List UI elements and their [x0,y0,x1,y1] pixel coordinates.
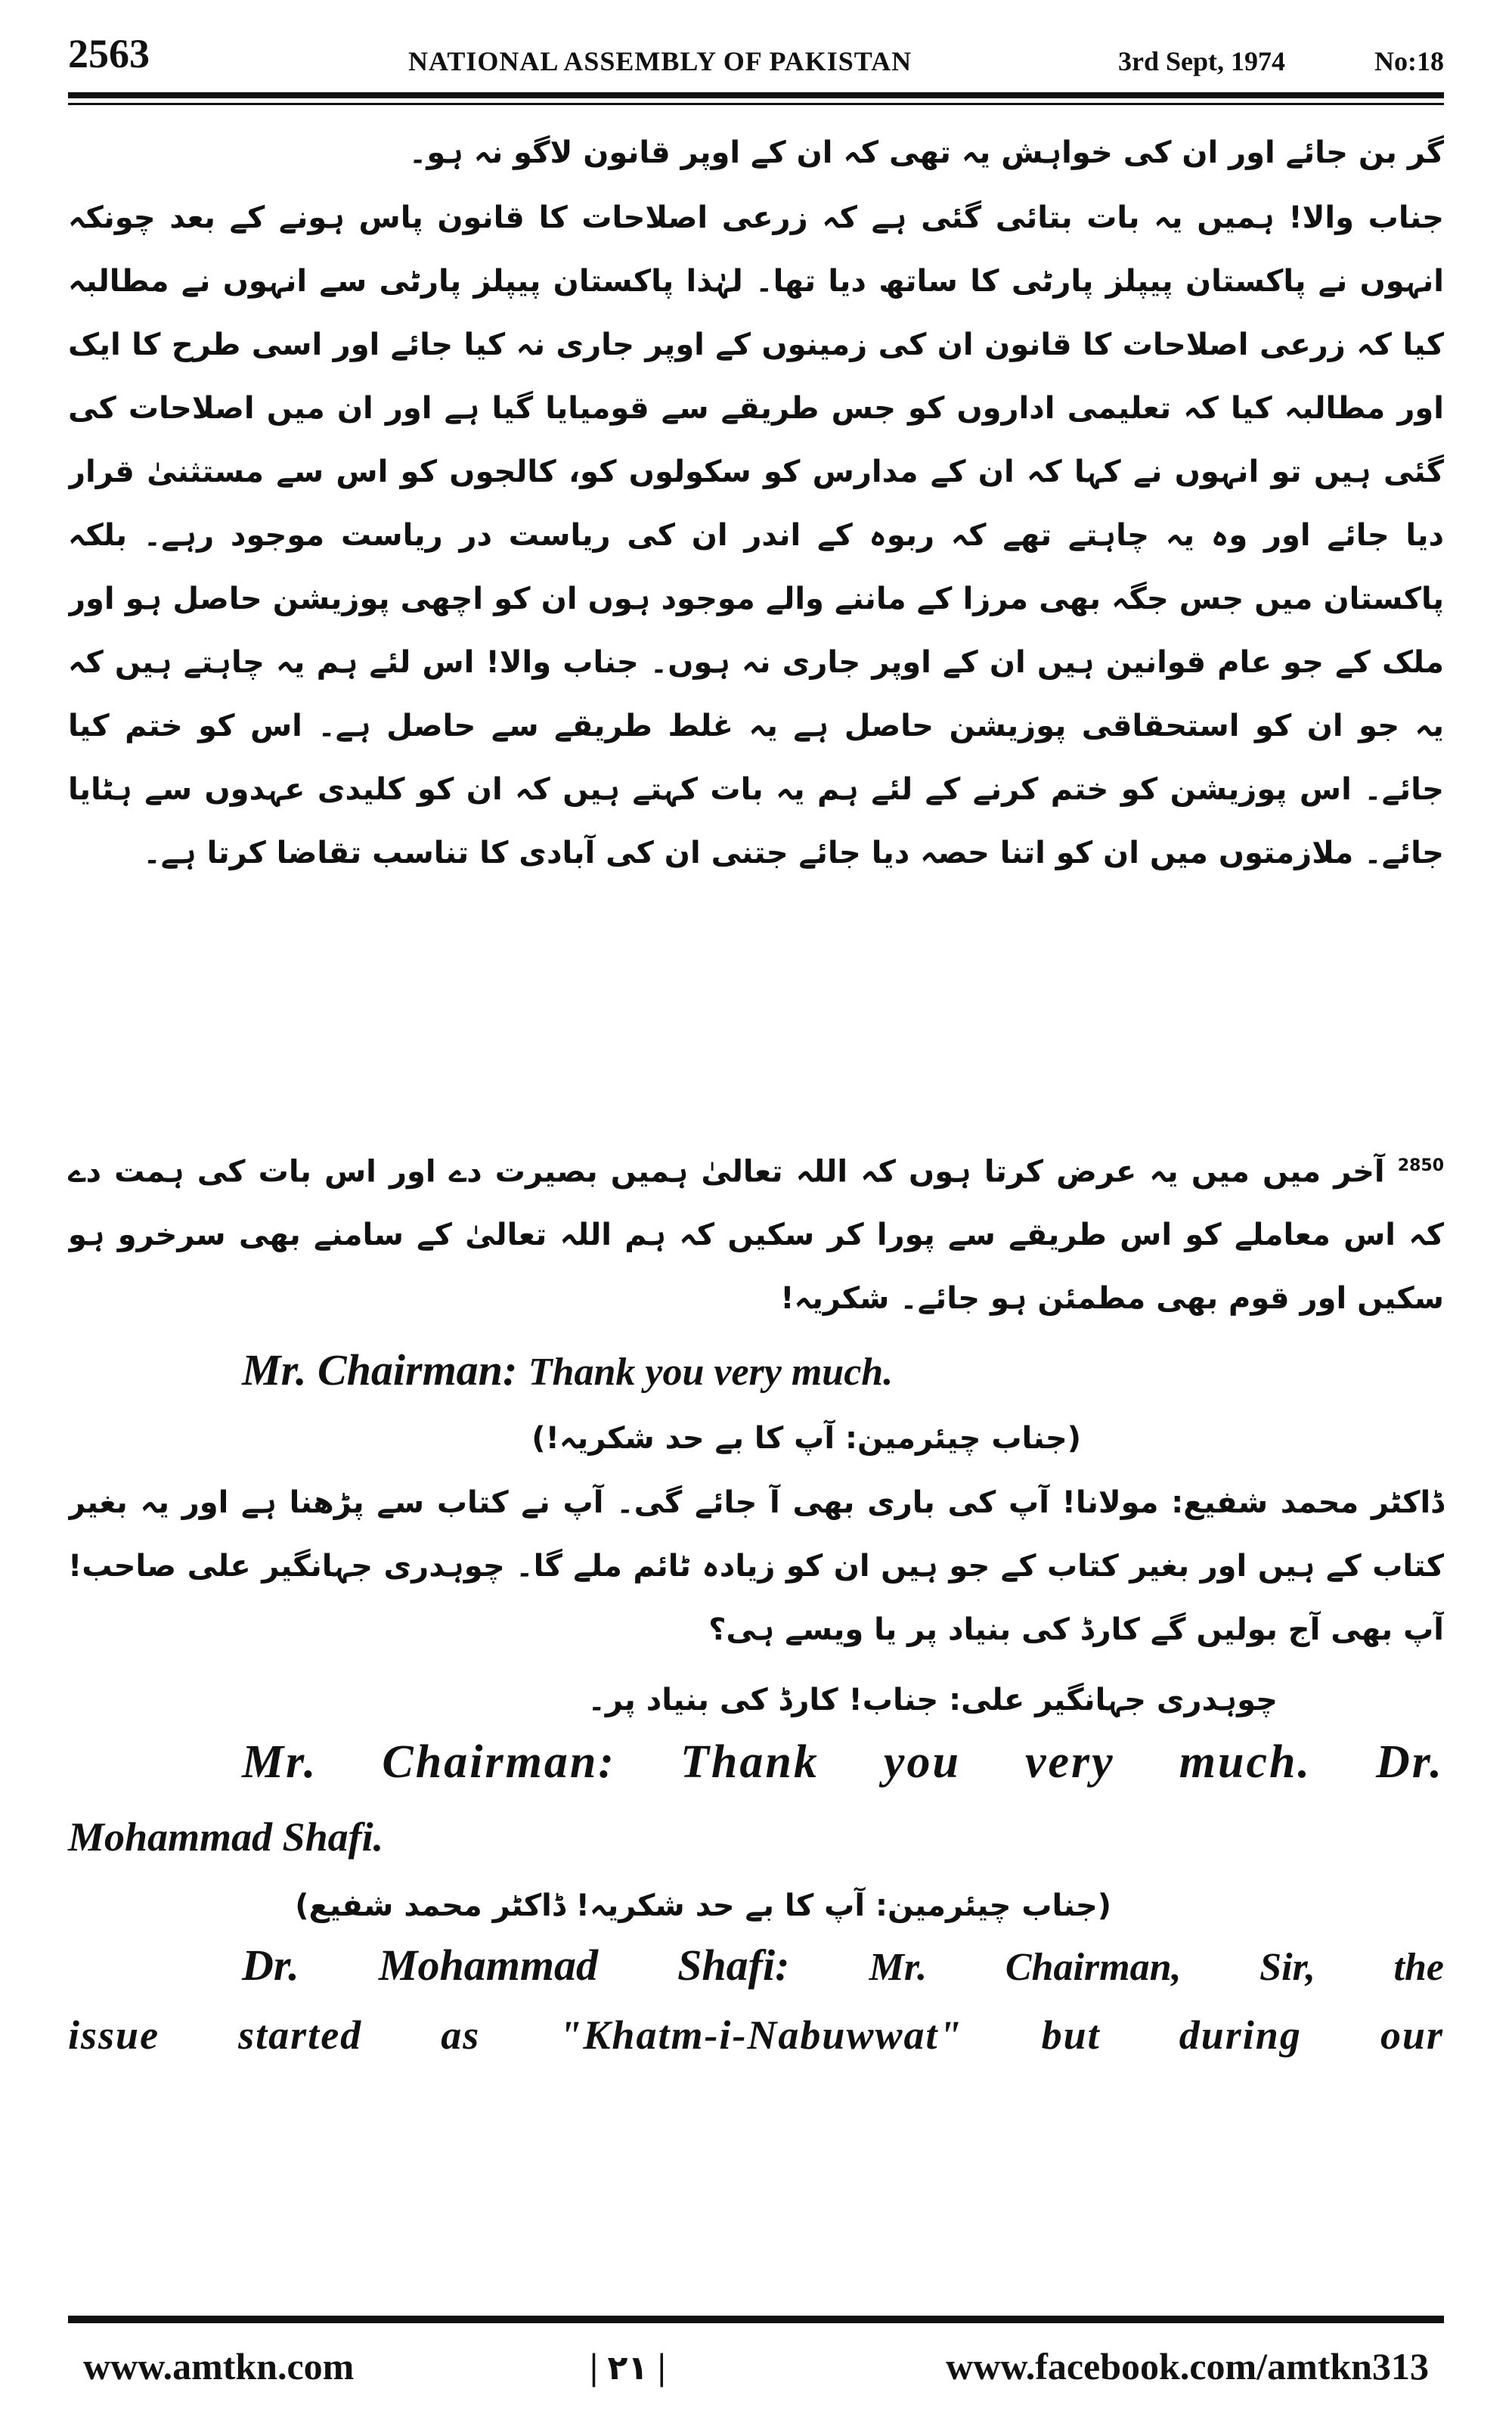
shafi-english-remark [242,1940,1444,1990]
paragraph-1: گر بن جائے اور ان کی خواہش یہ تھی کہ ان کے اوپر قانون لاگو نہ ہو۔ [408,135,1444,170]
jahangir-remark [587,1668,1278,1732]
speech-text: جناب! کارڈ کی بنیاد پر۔ [587,1683,939,1717]
separator: | [657,2345,666,2387]
speaker-name: ڈاکٹر محمد شفیع: [1171,1485,1444,1520]
speech-text: Thank you very much. [528,1351,894,1394]
shafi-urdu-remark [68,1471,1444,1675]
speech-text: Thank you very much. Dr. [680,1736,1444,1788]
header-rule-thin [68,103,1444,105]
shafi-english-remark-cont: issue started as "Khatm-i-Nabuwwat" but during our [68,2012,1444,2058]
urdu-translation-1: (جناب چیئرمین: آپ کا بے حد شکریہ!) [531,1421,1081,1456]
page-number: 2563 [68,31,150,76]
chairman-remark-2-cont: Mohammad Shafi. [68,1814,384,1860]
chairman-remark-2 [242,1736,1444,1789]
chairman-remark-1 [242,1345,893,1395]
page-footer [68,2344,1444,2397]
footnote-marker: 2850 [1397,1156,1444,1175]
header-rule-thick [68,92,1444,98]
speaker-name: Mr. Chairman: [242,1345,518,1395]
facebook-link[interactable]: www.facebook.com/amtkn313 [946,2345,1429,2387]
session-date: 3rd Sept, 1974 [1117,46,1285,76]
separator: | [590,2345,599,2387]
paragraph-3: آخر میں میں یہ عرض کرتا ہوں کہ اللہ تعالیٰ ہمیں بصیرت دے اور اس بات کی ہمت دے کہ اس معاملے کو اس طریقے سے پورا کر سکیں کہ ہم اللہ تعالیٰ کے سامنے بھی سرخرو ہو سکیں اور قوم بھی مطمئن ہو جائے۔ شکریہ! [68,1154,1444,1317]
speaker-name: Dr. Mohammad Shafi: [242,1941,790,1990]
footer-page-number [590,2344,666,2388]
footer-rule [68,2316,1444,2323]
speech-text: مولانا! آپ کی باری بھی آ جائے گی۔ آپ نے کتاب سے پڑھنا ہے اور یہ بغیر کتاب کے ہیں اور بغیر کتاب کے جو ہیں ان کو زیادہ ٹائم ملے گا۔ چوہدری جہانگیر علی صاحب! آپ بھی آج بولیں گے کارڈ کی بنیاد پر یا ویسے ہی؟ [68,1485,1444,1647]
speaker-name: چوہدری جہانگیر علی: [949,1683,1278,1717]
issue-number: No:18 [1374,46,1444,76]
publication-title: NATIONAL ASSEMBLY OF PAKISTAN [408,46,912,76]
paragraph-2: جناب والا! ہمیں یہ بات بتائی گئی ہے کہ زرعی اصلاحات کا قانون پاس ہونے کے بعد چونکہ انہوں نے پاکستان پیپلز پارٹی کا ساتھ دیا تھا۔ لہٰذا پاکستان پیپلز پارٹی سے انہوں نے مطالبہ کیا کہ زرعی اصلاحات کا قانون ان کی زمینوں کے اوپر جاری نہ کیا جائے اور اسی طرح کا ایک اور مطالبہ کیا کہ تعلیمی اداروں کو جس طریقے سے قومیایا گیا ہے اور ان میں اصلاحات کی گئی ہیں تو انہوں نے کہا کہ ان کے مدارس کو سکولوں کو، کالجوں کو اس سے مستثنیٰ قرار دیا جائے اور وہ یہ چاہتے تھے کہ ربوہ کے اندر ان کی ریاست در ریاست موجود رہے۔ بلکہ پاکستان میں جس جگہ بھی مرزا کے ماننے والے موجود ہوں ان کو اچھی پوزیشن حاصل ہو اور ملک کے جو عام قوانین ہیں ان کے اوپر جاری نہ ہوں۔ جناب والا! اس لئے ہم یہ چاہتے ہیں کہ یہ جو ان کو استحقاقی پوزیشن حاصل ہے یہ غلط طریقے سے حاصل ہے۔ اس کو ختم کیا جائے۔ اس پوزیشن کو ختم کرنے کے لئے ہم یہ بات کہتے ہیں کہ ان کو کلیدی عہدوں سے ہٹایا جائے۔ ملازمتوں میں ان کو اتنا حصہ دیا جائے جتنی ان کی آبادی کا تناسب تقاضا کرتا ہے۔ [68,200,1444,870]
page-header [68,30,1444,87]
urdu-translation-2: (جناب چیئرمین: آپ کا بے حد شکریہ! ڈاکٹر محمد شفیع) [295,1888,1111,1923]
urdu-page-number: ۲۱ [607,2349,649,2387]
website-link[interactable]: www.amtkn.com [83,2345,355,2387]
speaker-name: Mr. Chairman: [242,1736,616,1788]
speech-text: Mr. Chairman, Sir, the [869,1946,1445,1989]
paragraph-3-wrap [68,1134,1444,1339]
